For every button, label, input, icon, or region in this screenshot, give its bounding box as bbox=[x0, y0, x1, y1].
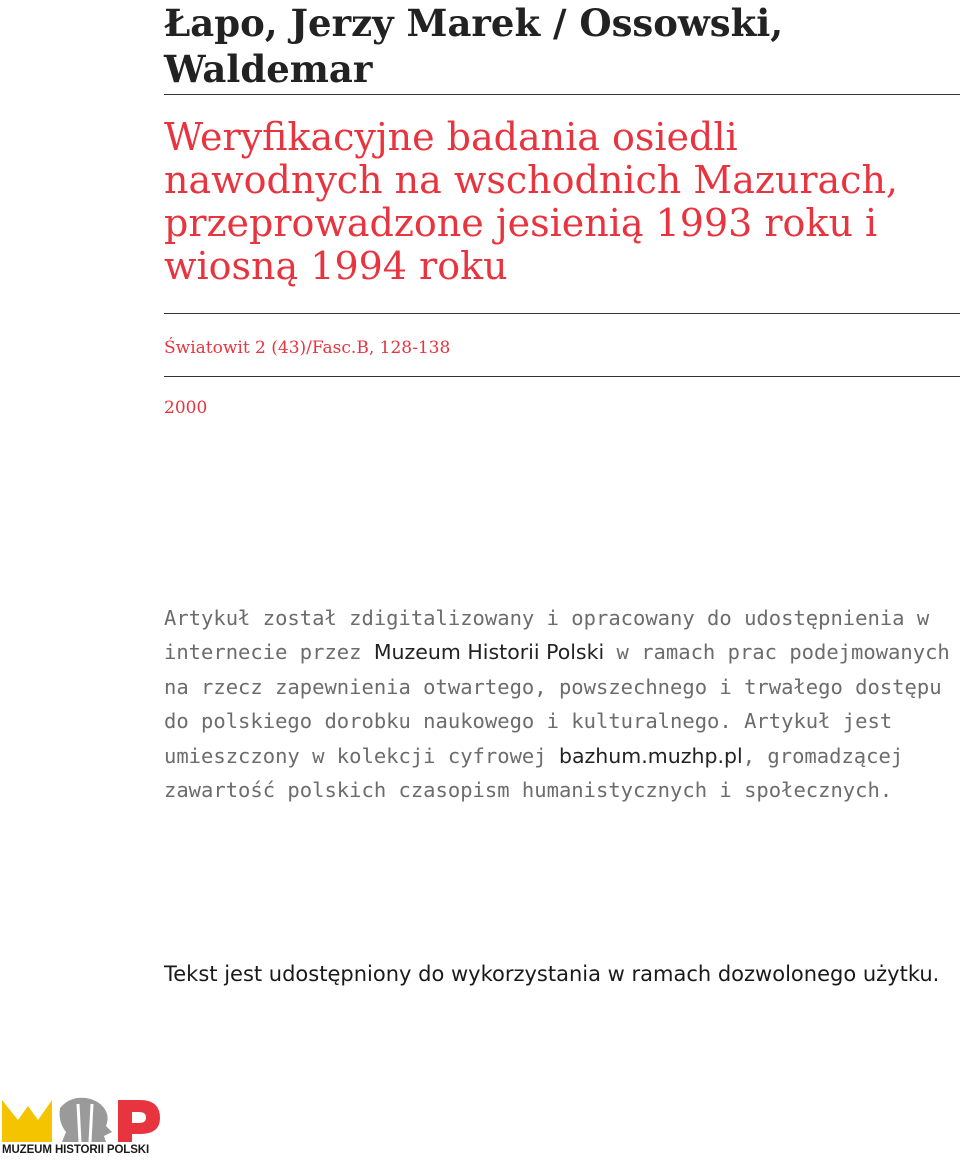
museum-name: Muzeum Historii Polski bbox=[373, 640, 605, 665]
article-title: Weryfikacyjne badania osiedli nawodnych na wschodnich Mazurach, przeprowadzone jesienią 1993 roku i wiosną 1994 roku bbox=[164, 115, 899, 288]
description-text: , gromadzącej zawartość polskich czasopism humanistycznych i społecznych. bbox=[164, 743, 904, 803]
source-citation: Światowit 2 (43)/Fasc.B, 128-138 bbox=[164, 338, 451, 358]
usage-notice: Tekst jest udostępniony do wykorzystania w ramach dozwolonego użytku. bbox=[164, 962, 940, 986]
divider bbox=[164, 313, 960, 314]
logo-text: MUZEUM HISTORII POLSKI bbox=[2, 1144, 150, 1156]
logo-m-shape bbox=[2, 1100, 52, 1142]
description-text: w ramach prac podejmowanych na rzecz zapewnienia otwartego, powszechnego i trwałego dostępu do polskiego dorobku naukowego i kulturalnego. Artykuł jest umieszczony w kolekcji cyfrowej bbox=[164, 640, 950, 768]
divider bbox=[164, 376, 960, 377]
divider bbox=[164, 94, 960, 95]
digitization-description bbox=[164, 601, 954, 807]
publication-year: 2000 bbox=[164, 398, 208, 418]
logo-p-shape bbox=[118, 1100, 160, 1142]
site-link[interactable]: bazhum.muzhp.pl bbox=[558, 743, 743, 768]
authors: Łapo, Jerzy Marek / Ossowski, Waldemar bbox=[164, 1, 784, 91]
description-text: Artykuł został zdigitalizowany i opracowany do udostępnienia w internecie przez bbox=[164, 606, 930, 665]
logo-h-shape bbox=[60, 1098, 112, 1142]
